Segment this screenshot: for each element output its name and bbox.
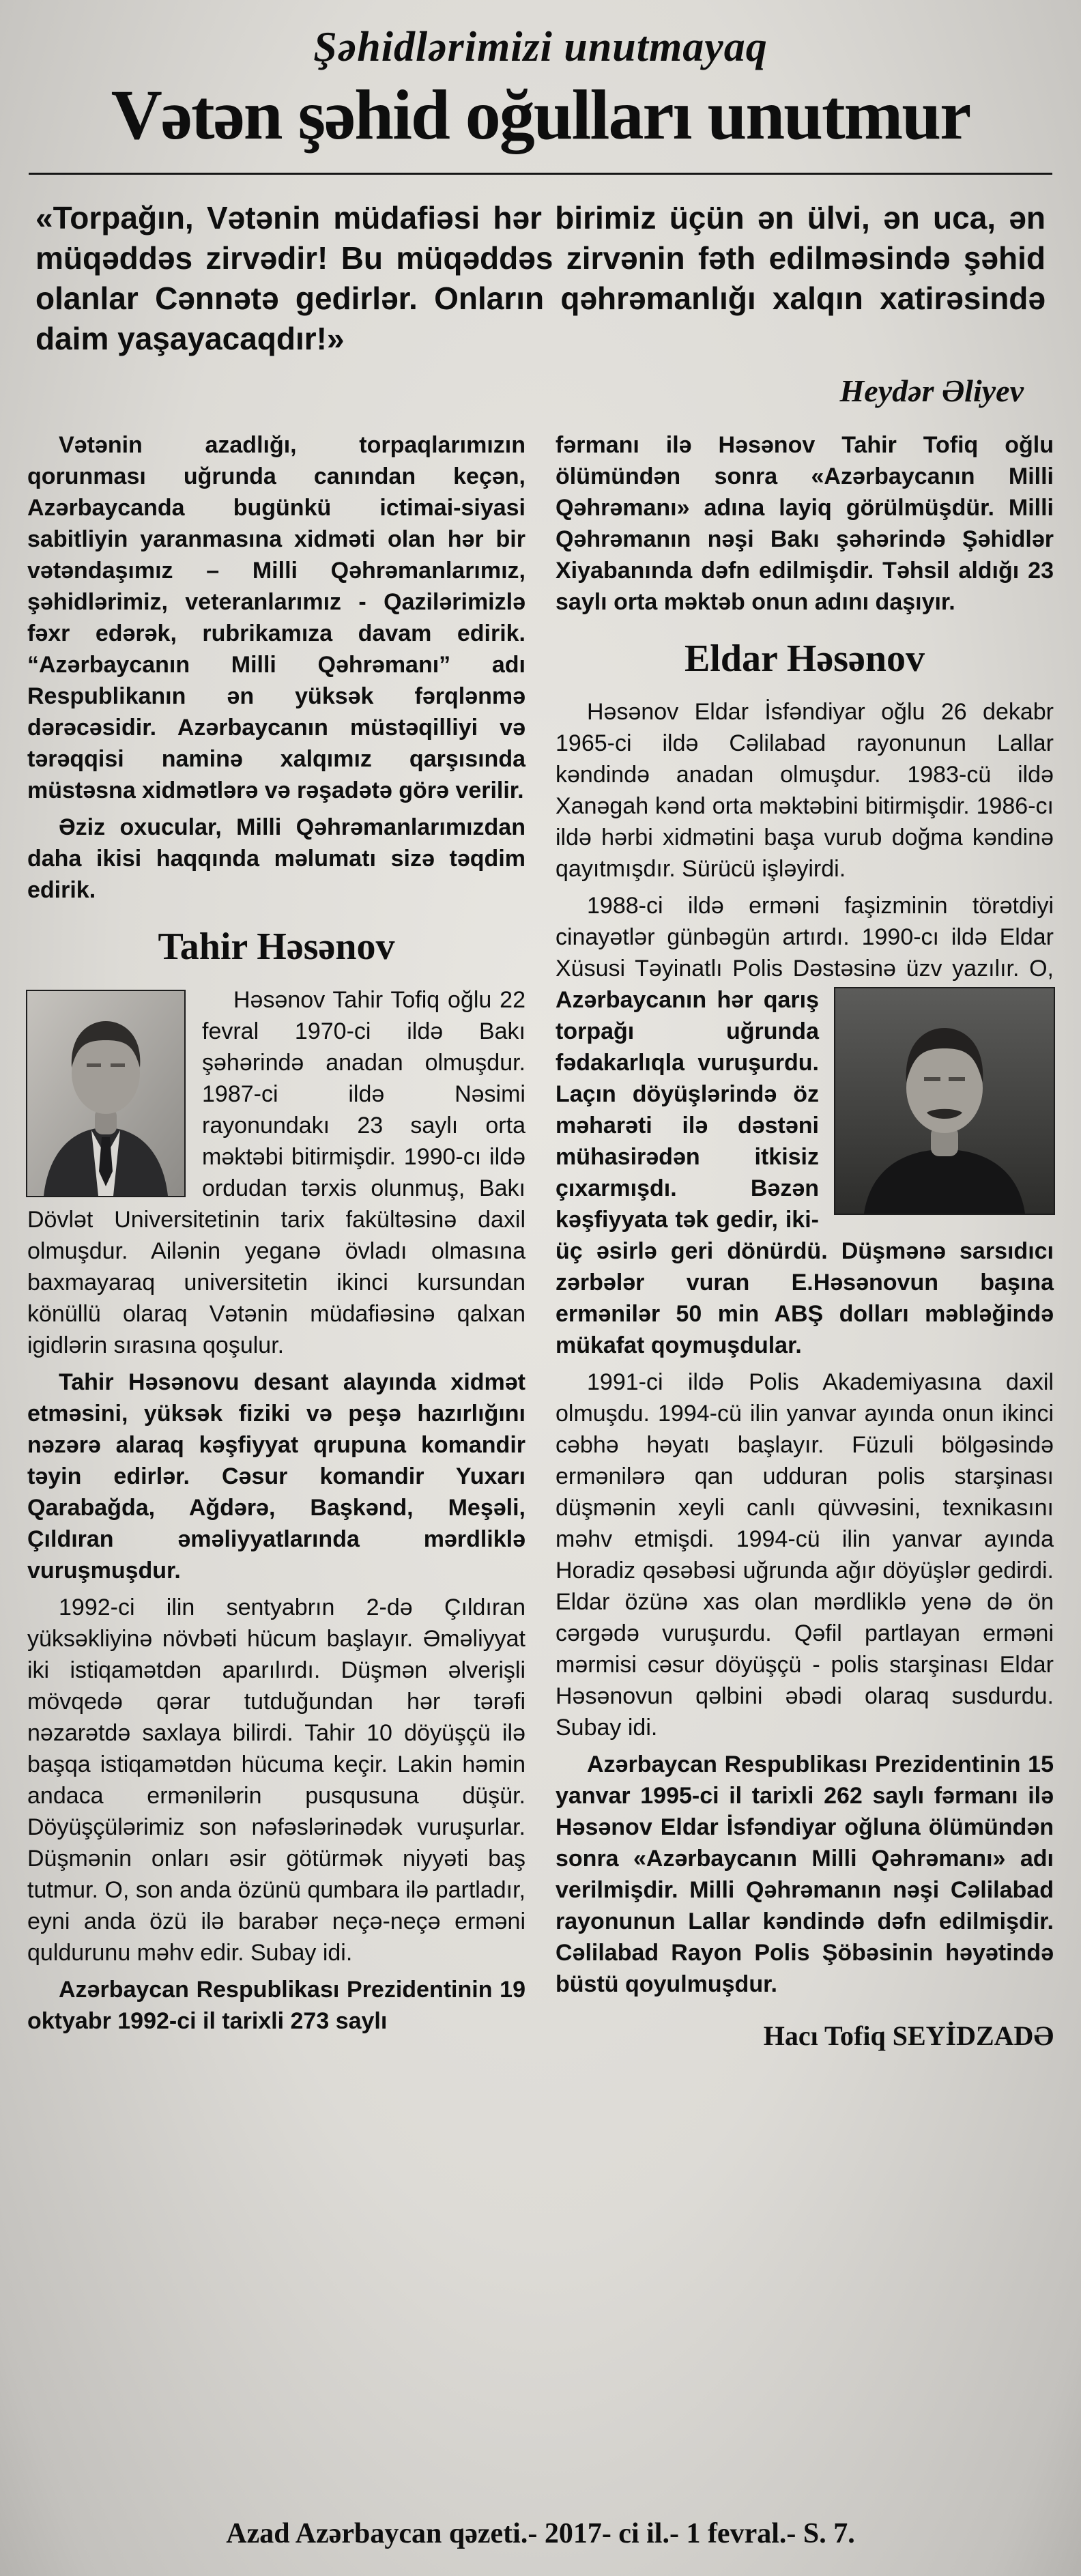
intro-para-1: Vətənin azadlığı, torpaqlarımızın qorunması uğrunda canından keçən, Azərbaycanda bugünkü ictimai-siyasi sabitliyin yaranmasına xidməti olan hər bir vətəndaşımız – Milli Qəhrəmanlarımız, şəhidlərimiz, veteranlarımız - Qazilərimizlə fəxr edərək, rubrikamıza davam edirik. “Azərbaycanın Milli Qəhrəmanı” adı Respublikanın ən yüksək fərqlənmə dərəcəsidir. Azərbaycanın müstəqilliyi və tərəqqisi naminə xalqımız qarşısında müstəsna xidmətlərə və rəşadətə görə verilir. bbox=[27, 431, 525, 803]
article-columns bbox=[27, 429, 1054, 2497]
tahir-section-heading: Tahir Həsənov bbox=[158, 925, 395, 968]
page-footer: Azad Azərbaycan qəzeti.- 2017- ci il.- 1 fevral.- S. 7. bbox=[226, 2518, 855, 2549]
article-header bbox=[27, 23, 1054, 429]
eldar-section-heading: Eldar Həsənov bbox=[684, 637, 925, 680]
left-column bbox=[27, 429, 525, 2043]
author-signature: Hacı Tofiq SEYİDZADƏ bbox=[763, 2020, 1054, 2052]
kicker: Şəhidlərimizi unutmayaq bbox=[313, 24, 768, 70]
eldar-para-2-intro: 1988-ci ildə erməni faşizminin törətdiyi cinayətlər günbəgün artırdı. 1990-cı ildə Eldar Xüsusi Təyinatlı Polis Dəstəsinə üzv yazılır. O, bbox=[556, 893, 1054, 982]
right-column bbox=[556, 429, 1054, 2052]
headline-rule bbox=[29, 173, 1052, 175]
tahir-para-2: Tahir Həsənovu desant alayında xidmət etməsini, yüksək fiziki və peşə hazırlığını nəzərə alaraq kəşfiyyat qrupuna komandir təyin edirlər. Cəsur komandir Yuxarı Qarabağda, Ağdərə, Başkənd, Meşəli, Çıldıran əməliyyatlarında mərdliklə vuruşmuşdur. bbox=[27, 1369, 525, 1584]
eldar-portrait-graphic bbox=[835, 988, 1054, 1214]
eldar-para-2 bbox=[556, 890, 1054, 1361]
eldar-para-2-after: Bəzən kəşfiyyata tək gedir, iki-üç əsirlə geri dönürdü. Düşmənə sarsıdıcı zərbələr vuran E.Həsənovun başına ermənilər 50 min ABŞ dolları məbləğində mükafat qoymuşdular. bbox=[556, 1175, 1054, 1359]
tahir-para-3: 1992-ci ilin sentyabrın 2-də Çıldıran yüksəkliyinə növbəti hücum başlayır. Əməliyyat iki istiqamətdən aparılırdı. Düşmən əlverişli mövqedə qərar tutduğundan hər tərəfi nəzarətdə saxlaya bilirdi. Tahir 10 döyüşçü ilə başqa istiqamətdən hücuma keçir. Lakin həmin andaca ermənilərin pusqusuna düşür. Döyüşçülərimiz son nəfəslərinədək vuruşurlar. Düşmənin onları əsir götürmək niyyəti baş tutmur. O, son anda özünü qumbara ilə partladır, eyni anda özü ilə barabər neçə-neçə erməni quldurunu məhv edir. Subay idi. bbox=[27, 1594, 525, 1966]
eldar-para-1: Həsənov Eldar İsfəndiyar oğlu 26 dekabr 1965-ci ildə Cəlilabad rayonunun Lallar kəndində anadan olmuşdur. 1983-cü ildə Xanəgah kənd orta məktəbini bitirmişdir. 1986-cı ildə hərbi xidmətini başa vurub doğma kəndinə qayıtmışdır. Sürücü işləyirdi. bbox=[556, 699, 1054, 883]
tahir-photo bbox=[27, 991, 184, 1196]
tahir-para-4: Azərbaycan Respublikası Prezidentinin 19 oktyabr 1992-ci il tarixli 273 saylı bbox=[27, 1977, 525, 2035]
tahir-portrait-graphic bbox=[27, 991, 184, 1196]
eldar-para-3: 1991-ci ildə Polis Akademiyasına daxil olmuşdu. 1994-cü ilin yanvar ayında onun ikinci cəbhə həyatı başlayır. Füzuli bölgəsində ermənilərə qan udduran polis starşinası düşmənin xeyli canlı qüvvəsini, texnikasını məhv etmişdi. 1994-cü ilin yanvar ayında Horadiz qəsəbəsi uğrunda ağır döyüşlər gedirdi. Eldar özünə xas olan mərdliklə yenə də ön cərgədə vuruşurdu. Qəfil partlayan erməni mərmisi cəsur döyüşçü - polis starşinası Eldar Həsənovun qəlbini əbədi olaraq susdurdu. Subay idi. bbox=[556, 1369, 1054, 1741]
intro-para-2: Əziz oxucular, Milli Qəhrəmanlarımızdan daha ikisi haqqında məlumatı sizə təqdim edirik. bbox=[27, 814, 525, 903]
tahir-para-continued: fərmanı ilə Həsənov Tahir Tofiq oğlu ölümündən sonra «Azərbaycanın Milli Qəhrəmanı» adına layiq görülmüşdür. Milli Qəhrəmanın nəşi Bakı şəhərində Şəhidlər Xiyabanında dəfn edilmişdir. Təhsil aldığı 23 saylı orta məktəb onun adını daşıyır. bbox=[556, 431, 1054, 615]
eldar-photo bbox=[835, 988, 1054, 1214]
tahir-para-1 bbox=[27, 984, 525, 1361]
quote-attribution: Heydər Əliyev bbox=[839, 373, 1024, 408]
eldar-para-4: Azərbaycan Respublikası Prezidentinin 15 yanvar 1995-ci il tarixli 262 saylı fərmanı ilə Həsənov Eldar İsfəndiyar oğluna ölümündən sonra «Azərbaycanın Milli Qəhrəmanı» adı verilmişdir. Milli Qəhrəmanın nəşi Cəlilabad rayonunun Lallar kəndində dəfn edilmişdir. Cəlilabad Rayon Polis Şöbəsinin həyətində büstü qoyulmuşdur. bbox=[556, 1751, 1054, 1998]
headline: Vətən şəhid oğulları unutmur bbox=[111, 76, 970, 154]
lead-quote: «Torpağın, Vətənin müdafiəsi hər birimiz üçün ən ülvi, ən uca, ən müqəddəs zirvədir! Bu müqəddəs zirvənin fəth edilməsində şəhid olanlar Cənnətə gedirlər. Onların qəhrəmanlığı xalqın xatirəsində daim yaşayacaqdır!» bbox=[35, 200, 1046, 356]
tahir-para-1-text: Həsənov Tahir Tofiq oğlu 22 fevral 1970-ci ildə Bakı şəhərində anadan olmuşdur. 1987-ci ildə Nəsimi rayonundakı 23 saylı orta məktəbi bitirmişdir. 1990-cı ildə ordudan tərxis olunmuş, Bakı Dövlət Universitetinin tarix fakültəsinə daxil olmuşdur. Ailənin yeganə övladı olmasına baxmayaraq universitetin ikinci kursundan könüllü olaraq Vətənin müdafiəsinə qalxan igidlərin sırasına qoşulur. bbox=[27, 987, 525, 1359]
eldar-para-2-beside: Azərbaycanın hər qarış torpağı uğrunda fədakarlıqla vuruşurdu. Laçın döyüşlərində öz məharəti ilə dəstəni mühasirədən itkisiz çıxarmışdı. bbox=[556, 987, 819, 1202]
